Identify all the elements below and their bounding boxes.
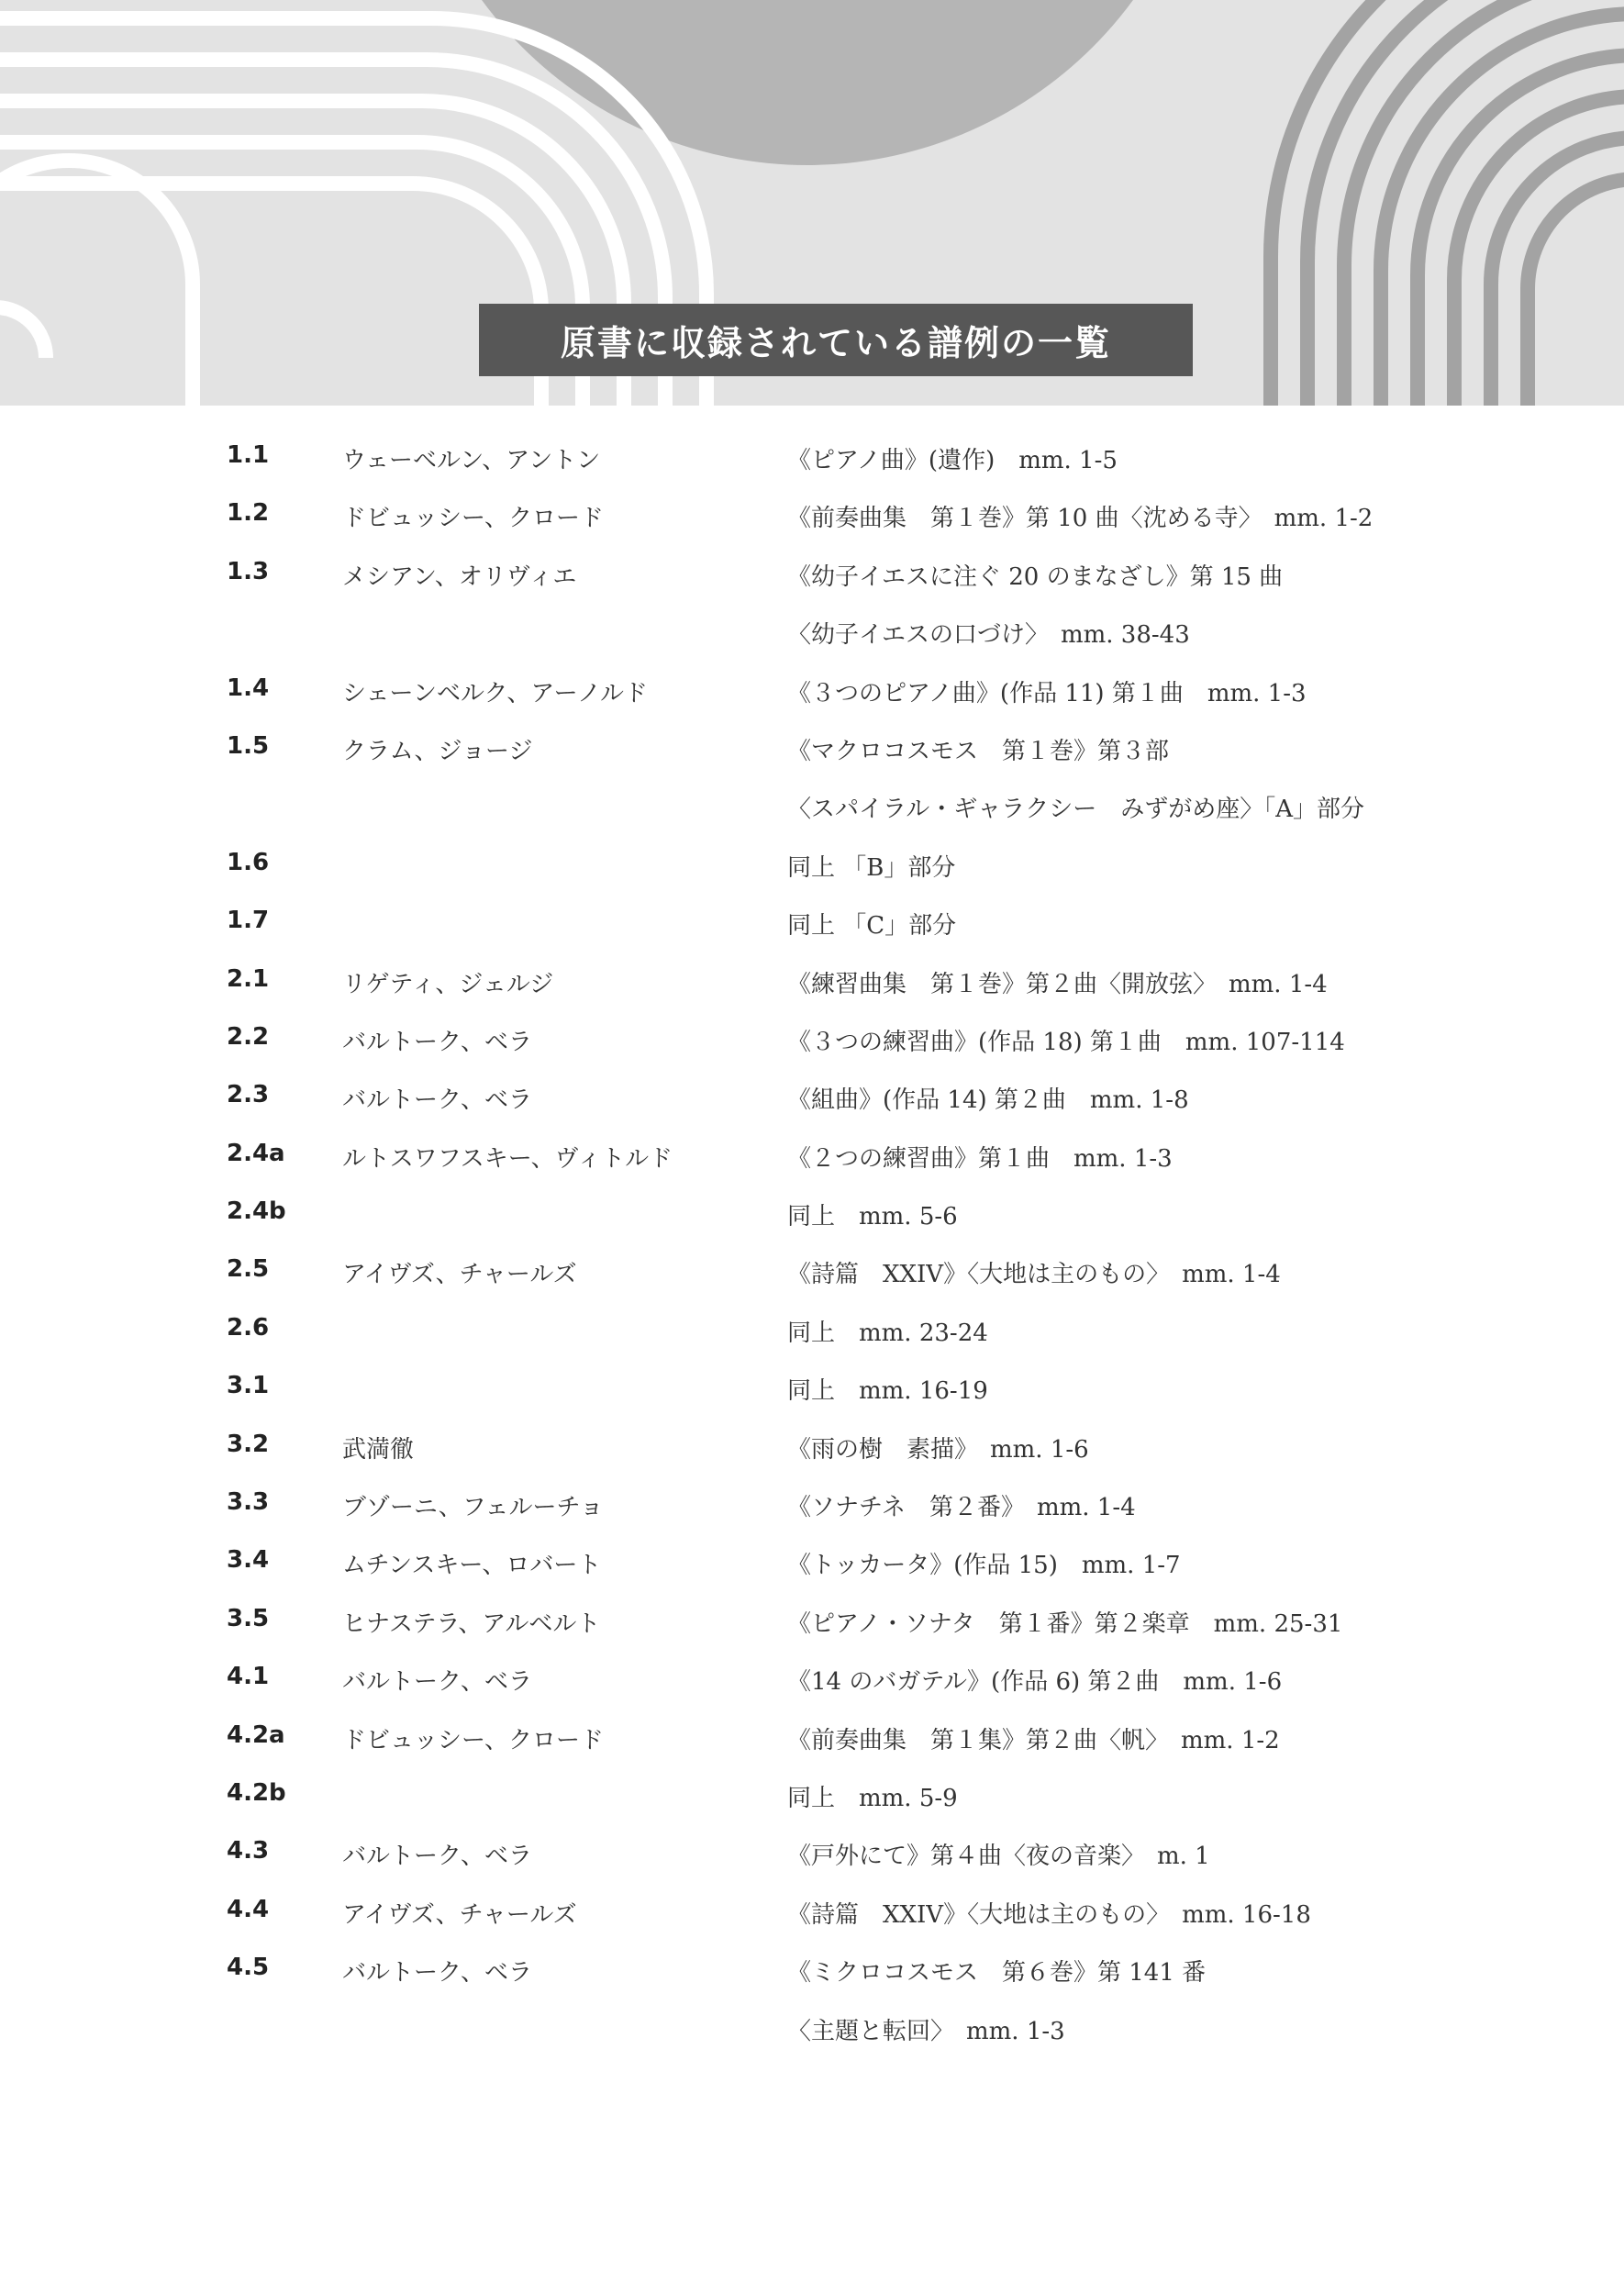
page-title: 原書に収録されている譜例の一覧	[560, 323, 1111, 363]
list-item	[0, 1416, 1624, 1474]
list-item	[0, 1241, 1624, 1298]
example-number: 3.4	[227, 1546, 270, 1575]
example-number: 3.2	[227, 1430, 270, 1458]
composer-name: アイヴズ、チャールズ	[342, 1261, 577, 1289]
example-number: 2.2	[227, 1022, 270, 1051]
work-title: 《マクロコスモス 第１巻》第３部	[787, 737, 1170, 765]
composer-name: ウェーベルン、アントン	[342, 447, 601, 474]
example-number: 1.5	[227, 731, 270, 760]
list-item	[0, 775, 1624, 833]
list-item	[0, 1648, 1624, 1706]
example-number: 1.7	[227, 907, 270, 935]
work-title: 《前奏曲集 第１集》第２曲〈帆〉 mm. 1-2	[787, 1726, 1280, 1754]
composer-name: シェーンベルク、アーノルド	[342, 679, 649, 707]
list-item	[0, 427, 1624, 484]
composer-name: リゲティ、ジェルジ	[342, 970, 554, 998]
composer-name: 武満徹	[342, 1435, 415, 1464]
work-title: 《ミクロコスモス 第６巻》第 141 番	[787, 1959, 1207, 1988]
composer-name: バルトーク、ベラ	[342, 1843, 532, 1871]
example-number: 2.4a	[227, 1139, 285, 1167]
work-title: 同上 mm. 5-6	[787, 1203, 958, 1231]
work-title: 《前奏曲集 第１巻》第 10 曲〈沈める寺〉 mm. 1-2	[787, 505, 1374, 533]
work-title: 《戸外にて》第４曲〈夜の音楽〉 m. 1	[787, 1843, 1210, 1871]
list-item	[0, 951, 1624, 1008]
work-title: 《ピアノ・ソナタ 第１番》第２楽章 mm. 25-31	[787, 1609, 1343, 1638]
composer-name: ドビュッシー、クロード	[342, 1726, 604, 1754]
work-title: 同上 「B」部分	[787, 853, 956, 882]
example-number: 1.3	[227, 557, 270, 585]
composer-name: ドビュッシー、クロード	[342, 505, 604, 533]
composer-name: クラム、ジョージ	[342, 737, 533, 765]
list-item	[0, 1881, 1624, 1939]
example-number: 1.4	[227, 674, 270, 702]
example-number: 4.2a	[227, 1720, 285, 1749]
example-number: 3.5	[227, 1604, 270, 1632]
example-number: 2.4b	[227, 1197, 286, 1226]
list-item	[0, 1590, 1624, 1648]
composer-name: ルトスワフスキー、ヴィトルド	[342, 1144, 673, 1173]
work-title: 《ソナチネ 第２番》 mm. 1-4	[787, 1494, 1136, 1522]
example-number: 4.1	[227, 1663, 270, 1691]
composer-name: ムチンスキー、ロバート	[342, 1552, 602, 1580]
list-item	[0, 1183, 1624, 1241]
list-item	[0, 1474, 1624, 1531]
example-number: 3.1	[227, 1372, 270, 1400]
example-number: 2.5	[227, 1255, 270, 1284]
example-number: 4.4	[227, 1895, 270, 1923]
example-number: 1.1	[227, 441, 270, 469]
composer-name: ヒナステラ、アルベルト	[342, 1609, 601, 1638]
list-item	[0, 1707, 1624, 1765]
music-example-list	[0, 427, 1624, 2055]
list-item	[0, 834, 1624, 892]
work-title: 同上 「C」部分	[787, 912, 957, 941]
work-title: 〈主題と転回〉 mm. 1-3	[787, 2017, 1065, 2045]
list-item	[0, 892, 1624, 950]
composer-name: バルトーク、ベラ	[342, 1959, 532, 1988]
work-title: 《３つの練習曲》(作品 18) 第１曲 mm. 107-114	[787, 1028, 1345, 1056]
list-item	[0, 1939, 1624, 1997]
list-item	[0, 484, 1624, 542]
list-item	[0, 1008, 1624, 1066]
list-item	[0, 601, 1624, 659]
list-item	[0, 660, 1624, 718]
example-number: 4.5	[227, 1954, 270, 1982]
work-title: 《２つの練習曲》第１曲 mm. 1-3	[787, 1144, 1173, 1173]
composer-name: バルトーク、ベラ	[342, 1086, 532, 1115]
list-item	[0, 1299, 1624, 1357]
work-title: 《トッカータ》(作品 15) mm. 1-7	[787, 1552, 1181, 1580]
work-title: 《14 のバガテル》(作品 6) 第２曲 mm. 1-6	[787, 1668, 1283, 1697]
list-item	[0, 543, 1624, 601]
work-title: 《詩篇 XXIV》〈大地は主のもの〉 mm. 1-4	[787, 1261, 1281, 1289]
composer-name: バルトーク、ベラ	[342, 1028, 532, 1056]
work-title: 《詩篇 XXIV》〈大地は主のもの〉 mm. 16-18	[787, 1900, 1311, 1929]
list-item	[0, 1822, 1624, 1880]
work-title: 《ピアノ曲》(遺作) mm. 1-5	[787, 447, 1118, 474]
list-item	[0, 1125, 1624, 1183]
example-number: 1.2	[227, 499, 270, 528]
composer-name: メシアン、オリヴィエ	[342, 562, 577, 591]
work-title: 〈幼子イエスの口づけ〉 mm. 38-43	[787, 621, 1190, 650]
list-item	[0, 1066, 1624, 1124]
list-item	[0, 1531, 1624, 1589]
composer-name: アイヴズ、チャールズ	[342, 1900, 577, 1929]
work-title: 同上 mm. 5-9	[787, 1784, 958, 1812]
work-title: 〈スパイラル・ギャラクシー みずがめ座〉「A」部分	[787, 796, 1364, 824]
example-number: 3.3	[227, 1488, 270, 1517]
example-number: 4.2b	[227, 1778, 286, 1807]
example-number: 4.3	[227, 1837, 270, 1865]
work-title: 《組曲》(作品 14) 第２曲 mm. 1-8	[787, 1086, 1189, 1115]
work-title: 《雨の樹 素描》 mm. 1-6	[787, 1435, 1089, 1464]
list-item	[0, 718, 1624, 775]
example-number: 2.3	[227, 1081, 270, 1109]
list-item	[0, 1998, 1624, 2055]
work-title: 《幼子イエスに注ぐ 20 のまなざし》第 15 曲	[787, 562, 1284, 591]
example-number: 2.6	[227, 1313, 270, 1342]
composer-name: バルトーク、ベラ	[342, 1668, 532, 1697]
work-title: 同上 mm. 16-19	[787, 1377, 988, 1406]
list-item	[0, 1357, 1624, 1415]
work-title: 《３つのピアノ曲》(作品 11) 第１曲 mm. 1-3	[787, 679, 1307, 707]
example-number: 1.6	[227, 848, 270, 876]
work-title: 《練習曲集 第１巻》第２曲〈開放弦〉 mm. 1-4	[787, 970, 1328, 998]
work-title: 同上 mm. 23-24	[787, 1319, 988, 1347]
example-number: 2.1	[227, 964, 270, 993]
title-bar	[479, 304, 1193, 376]
composer-name: ブゾーニ、フェルーチョ	[342, 1494, 604, 1522]
list-item	[0, 1765, 1624, 1822]
